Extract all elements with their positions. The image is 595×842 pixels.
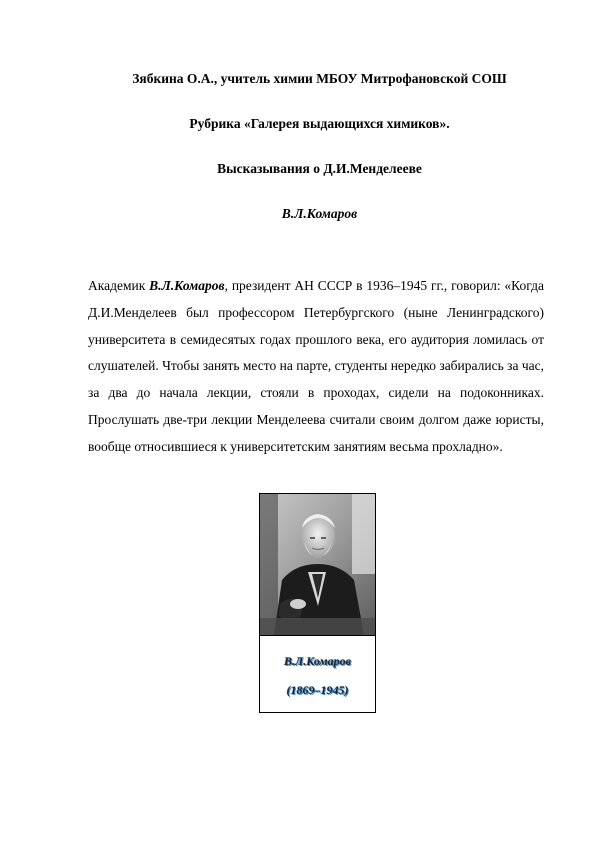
topic-title: Высказывания о Д.И.Менделееве bbox=[217, 161, 422, 176]
quote-paragraph bbox=[88, 273, 544, 461]
portrait-frame bbox=[259, 493, 376, 713]
portrait-caption-name: В.Л.Комаров bbox=[283, 654, 352, 668]
quote-speaker-name: В.Л.Комаров bbox=[149, 278, 225, 293]
speaker-title: В.Л.Комаров bbox=[281, 206, 358, 221]
author-line: Зябкина О.А., учитель химии МБОУ Митрофановской СОШ bbox=[132, 71, 507, 86]
portrait-image bbox=[260, 494, 375, 635]
portrait-caption-years: (1869–1945) bbox=[286, 683, 349, 697]
quote-text: , президент АН СССР в 1936–1945 гг., говорил: «Когда Д.И.Менделеев был профессором Петербургского (ныне Ленинградского) университета в семидесятых годах прошлого века, его аудитория ломилась от слушателей. Чтобы занять место на парте, студенты нередко забирались за час, за два до начала лекции, стояли в проходах, сидели на подоконниках. Прослушать две-три лекции Менделеева считали своим долгом даже юристы, вообще относившиеся к университетским занятиям весьма прохладно». bbox=[88, 278, 544, 454]
rubric-title: Рубрика «Галерея выдающихся химиков». bbox=[189, 116, 450, 131]
portrait-photo bbox=[260, 494, 375, 636]
quote-prefix: Академик bbox=[88, 278, 150, 293]
